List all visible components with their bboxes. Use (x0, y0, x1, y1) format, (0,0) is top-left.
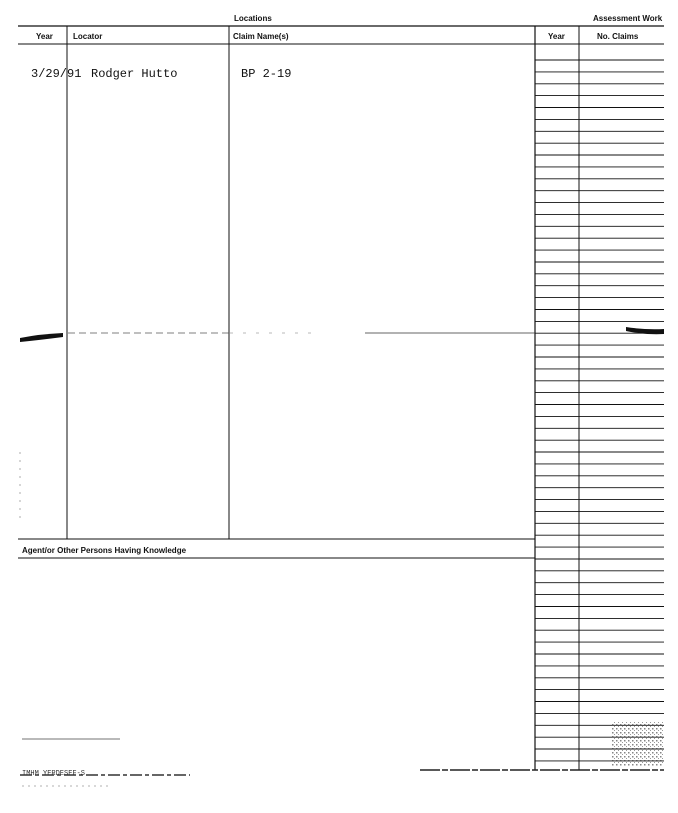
entry-claim-name: BP 2-19 (241, 67, 292, 81)
header-locations: Locations (234, 14, 272, 23)
header-agent-section: Agent/or Other Persons Having Knowledge (22, 546, 187, 555)
header-assessment-work: Assessment Work (593, 14, 663, 23)
entry-locator: Rodger Hutto (91, 67, 178, 81)
entry-year: 3/29/91 (31, 67, 82, 81)
footer-scan-noise: IMHM YERDESEF-S (22, 770, 86, 778)
header-claim-names: Claim Name(s) (233, 32, 289, 41)
header-locator: Locator (73, 32, 103, 41)
header-year: Year (36, 32, 53, 41)
header-assessment-year: Year (548, 32, 565, 41)
header-no-claims: No. Claims (597, 32, 639, 41)
